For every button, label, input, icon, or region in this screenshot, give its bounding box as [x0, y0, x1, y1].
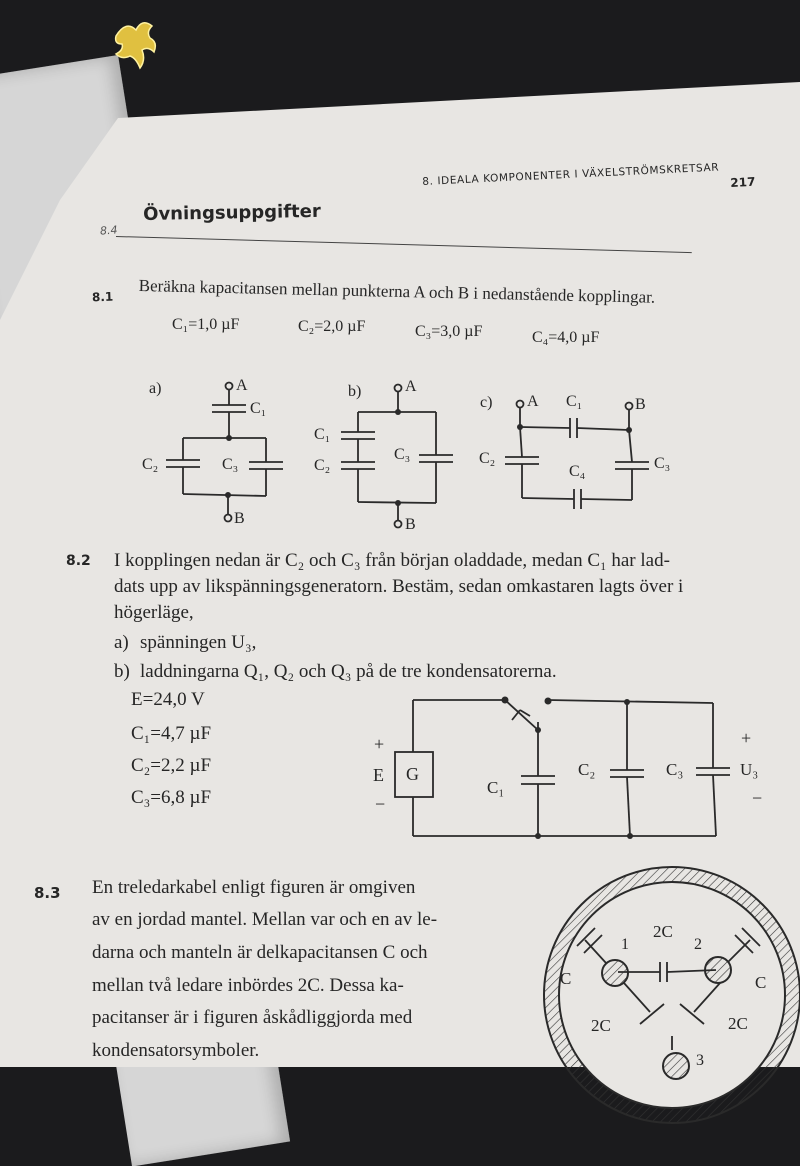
cap-2c-top: 2C	[653, 922, 673, 941]
plus-left: +	[374, 734, 385, 754]
value-c4: C₄=4,0 µF	[532, 329, 600, 346]
problem-8-3-number: 8.3	[34, 884, 61, 902]
problem-8-1-number: 8.1	[91, 289, 114, 305]
label-b-A: A	[405, 378, 417, 395]
item-b-label: b)	[114, 661, 130, 682]
label-b: b)	[348, 383, 362, 400]
problem-8-3-line-4: mellan två ledare inbördes 2C. Dessa ka-	[92, 975, 404, 996]
item-a-text: spänningen U₃,	[140, 632, 257, 653]
value-c3-82: C₃=6,8 µF	[131, 787, 212, 808]
problem-8-3-line-5: pacitanser är i figuren åskådliggjorda med	[92, 1007, 413, 1028]
problem-8-3-line-2: av en jordad mantel. Mellan var och en av le-	[92, 909, 438, 930]
cap-2c-left: 2C	[591, 1016, 611, 1035]
running-title: 8. IDEALA KOMPONENTER I VÄXELSTRÖMSKRETSAR	[422, 161, 720, 188]
value-c1-82: C₁=4,7 µF	[131, 723, 212, 744]
label-g: G	[406, 764, 419, 784]
label-b-B: B	[405, 516, 416, 533]
section-title: Övningsuppgifter	[143, 200, 321, 225]
cap-c-right: C	[755, 973, 767, 992]
value-c2: C₂=2,0 µF	[298, 318, 366, 335]
label-c: c)	[480, 394, 493, 411]
value-c3: C₃=3,0 µF	[415, 323, 483, 340]
conductor-2-label: 2	[694, 936, 702, 953]
problem-8-2-number: 8.2	[66, 553, 91, 569]
label-82-c2: C₂	[578, 760, 596, 779]
problem-8-3-line-1: En treledarkabel enligt figuren är omgiven	[92, 877, 416, 898]
label-b-C2: C₂	[314, 457, 331, 474]
problem-8-2-line-1: I kopplingen nedan är C₂ och C₃ från början oladdade, medan C₁ har lad-	[114, 550, 670, 571]
problem-8-3-line-6: kondensatorsymboler.	[92, 1040, 260, 1061]
label-c-C4: C₄	[569, 463, 586, 480]
problem-8-3-line-3: darna och manteln är delkapacitansen C och	[92, 942, 428, 963]
value-e: E=24,0 V	[131, 689, 205, 710]
label-a-B: B	[234, 510, 245, 527]
label-a-C2: C₂	[142, 456, 159, 473]
section-number: 8.4	[99, 223, 118, 238]
label-c-B: B	[635, 396, 646, 413]
label-c-C1: C₁	[566, 393, 583, 410]
label-b-C3: C₃	[394, 446, 411, 463]
item-a-label: a)	[114, 632, 129, 653]
label-c-C3: C₃	[654, 455, 671, 472]
problem-8-1-text: Beräkna kapacitansen mellan punkterna A och B i nedanstående kopplingar.	[138, 276, 656, 307]
label-82-c3: C₃	[666, 760, 684, 779]
problem-8-2-line-3: högerläge,	[114, 602, 194, 623]
minus-left: −	[375, 794, 386, 814]
cap-c-left: C	[560, 969, 572, 988]
label-c-A: A	[527, 393, 539, 410]
conductor-3-label: 3	[696, 1052, 704, 1069]
label-c-C2: C₂	[479, 450, 496, 467]
plus-right: +	[741, 728, 752, 748]
label-u3: U₃	[740, 760, 759, 779]
label-b-C1: C₁	[314, 426, 331, 443]
label-a-C3: C₃	[222, 456, 239, 473]
label-82-c1: C₁	[487, 778, 505, 797]
value-c1: C₁=1,0 µF	[172, 316, 240, 333]
cap-2c-right: 2C	[728, 1014, 748, 1033]
label-a-C1: C₁	[250, 400, 267, 417]
item-b-text: laddningarna Q₁, Q₂ och Q₃ på de tre kondensatorerna.	[140, 661, 557, 682]
problem-8-2-line-2: dats upp av likspänningsgeneratorn. Bestäm, sedan omkastaren lagts över i	[114, 576, 684, 597]
label-a-A: A	[236, 377, 248, 394]
value-c2-82: C₂=2,2 µF	[131, 755, 212, 776]
minus-right: −	[752, 788, 763, 808]
label-e: E	[373, 765, 384, 785]
conductor-1-label: 1	[621, 936, 629, 953]
page-number: 217	[730, 174, 756, 190]
label-a: a)	[149, 380, 162, 397]
